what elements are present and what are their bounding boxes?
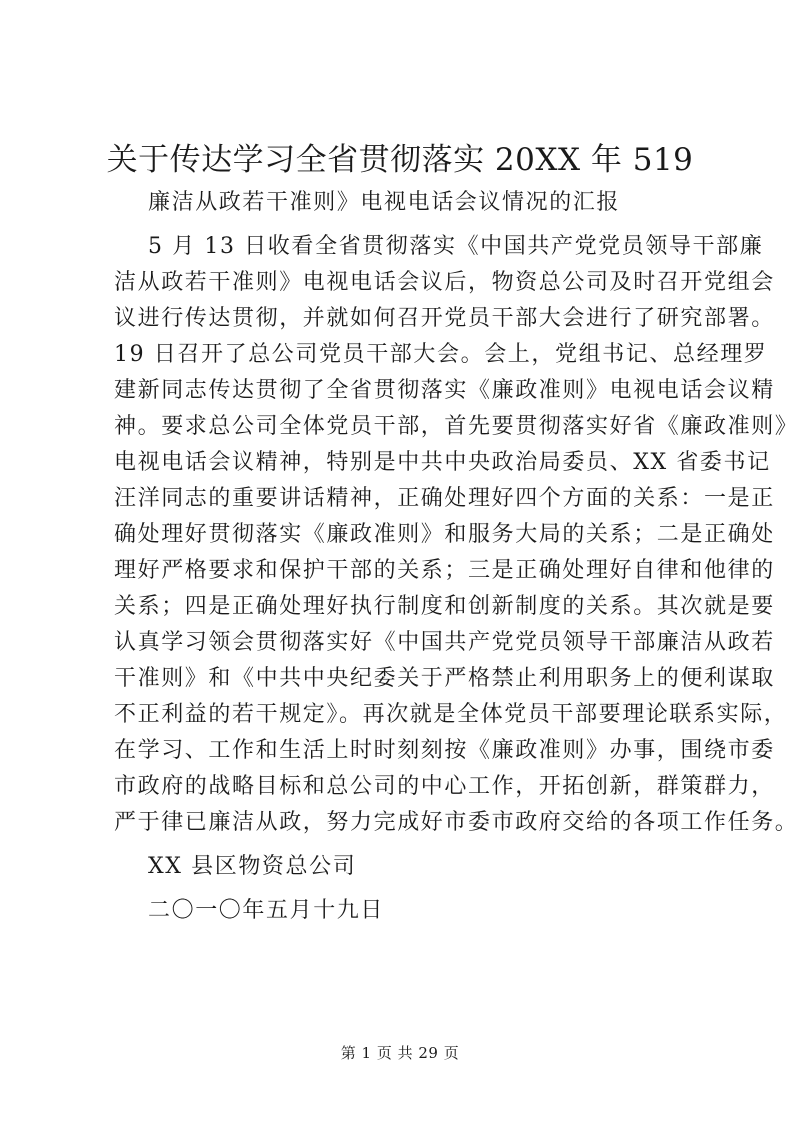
body-line: 电视电话会议精神，特别是中共中央政治局委员、XX 省委书记 xyxy=(114,450,771,475)
body-line: 市政府的战略目标和总公司的中心工作，开拓创新，群策群力， xyxy=(114,774,775,799)
body-line: 关系；四是正确处理好执行制度和创新制度的关系。其次就是要 xyxy=(114,594,775,619)
body-line: 认真学习领会贯彻落实好《中国共产党党员领导干部廉洁从政若 xyxy=(114,630,775,655)
body-line: 洁从政若干准则》电视电话会议后，物资总公司及时召开党组会 xyxy=(114,270,775,295)
body-line: 不正利益的若干规定》。再次就是全体党员干部要理论联系实际， xyxy=(114,702,788,727)
signature-organization: XX 县区物资总公司 xyxy=(148,854,357,879)
page-number-footer: 第 1 页 共 29 页 xyxy=(340,1044,460,1062)
document-title: 关于传达学习全省贯彻落实 20XX 年 519 xyxy=(106,142,694,178)
body-line: 神。要求总公司全体党员干部，首先要贯彻落实好省《廉政准则》 xyxy=(114,414,799,439)
body-line: 严于律已廉洁从政，努力完成好市委市政府交给的各项工作任务。 xyxy=(114,810,799,835)
body-line: 理好严格要求和保护干部的关系；三是正确处理好自律和他律的 xyxy=(114,558,775,583)
body-line: 19 日召开了总公司党员干部大会。会上，党组书记、总经理罗 xyxy=(114,342,768,367)
body-line: 汪洋同志的重要讲话精神，正确处理好四个方面的关系：一是正 xyxy=(114,486,775,511)
body-line: 在学习、工作和生活上时时刻刻按《廉政准则》办事，围绕市委 xyxy=(114,738,775,763)
body-line: 确处理好贯彻落实《廉政准则》和服务大局的关系；二是正确处 xyxy=(114,522,775,547)
document-subtitle: 廉洁从政若干准则》电视电话会议情况的汇报 xyxy=(148,190,621,215)
body-line: 5 月 13 日收看全省贯彻落实《中国共产党党员领导干部廉 xyxy=(148,234,764,259)
body-line: 建新同志传达贯彻了全省贯彻落实《廉政准则》电视电话会议精 xyxy=(114,378,775,403)
body-line: 干准则》和《中共中央纪委关于严格禁止利用职务上的便利谋取 xyxy=(114,666,775,691)
body-line: 议进行传达贯彻，并就如何召开党员干部大会进行了研究部署。 xyxy=(114,306,775,331)
signature-date: 二〇一〇年五月十九日 xyxy=(148,898,385,923)
